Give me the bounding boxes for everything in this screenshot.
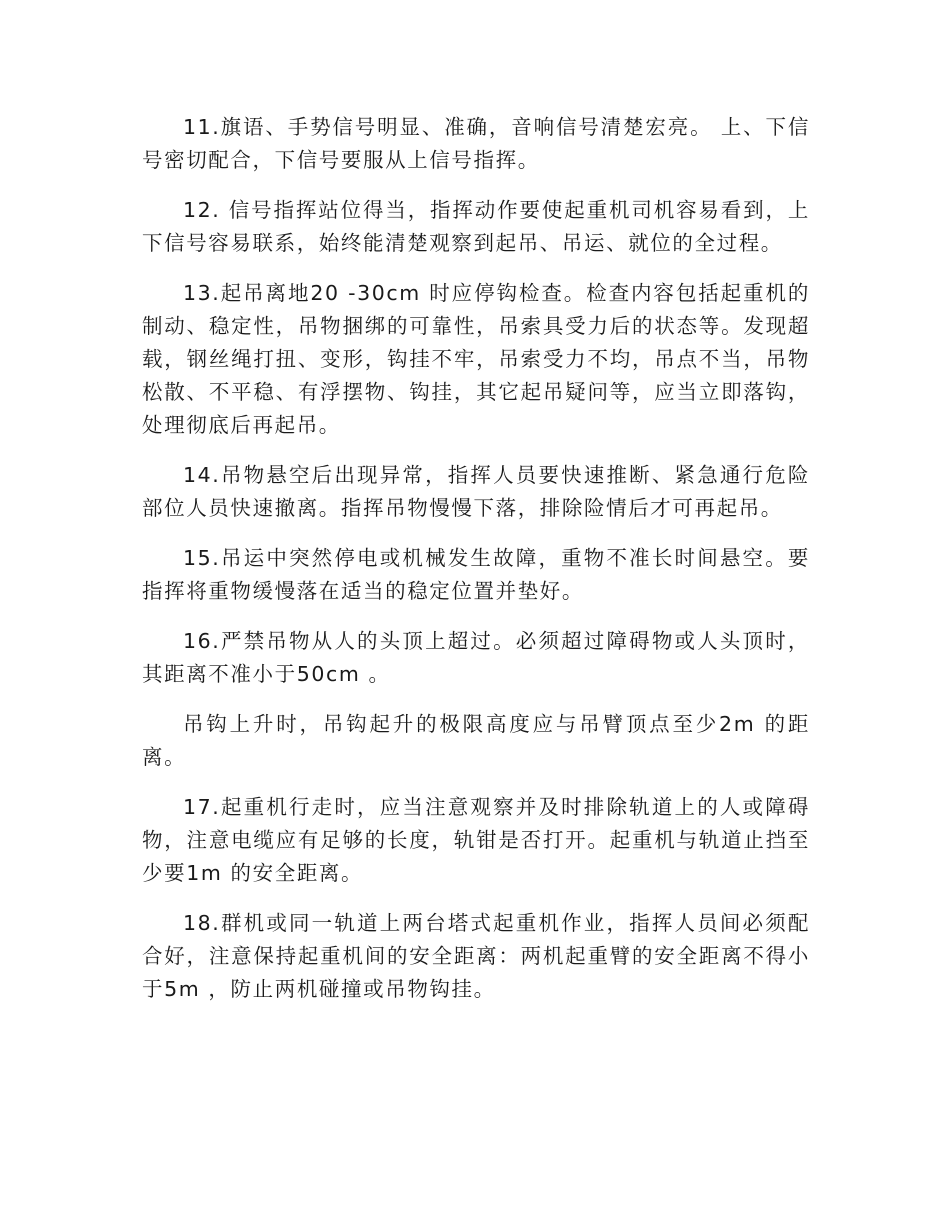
- paragraph-11: 11.旗语、手势信号明显、准确，音响信号清楚宏亮。 上、下信号密切配合，下信号要服从上信号指挥。: [142, 115, 810, 172]
- paragraph-14: 14.吊物悬空后出现异常，指挥人员要快速推断、紧急通行危险部位人员快速撤离。指挥吊物慢慢下落，排除险情后才可再起吊。: [142, 463, 810, 520]
- paragraph-18: 18.群机或同一轨道上两台塔式起重机作业，指挥人员间必须配合好，注意保持起重机间的安全距离：两机起重臂的安全距离不得小于5m ，防止两机碰撞或吊物钩挂。: [142, 911, 810, 1001]
- paragraph-16: 16.严禁吊物从人的头顶上超过。必须超过障碍物或人头顶时，其距离不准小于50cm 。: [142, 629, 810, 686]
- paragraph-13: 13.起吊离地20 -30cm 时应停钩检查。检查内容包括起重机的制动、稳定性，吊物捆绑的可靠性，吊索具受力后的状态等。发现超载，钢丝绳打扭、变形，钩挂不牢，吊索受力不均，吊点不当，吊物松散、不平稳、有浮摆物、钩挂，其它起吊疑问等，应当立即落钩，处理彻底后再起吊。: [142, 281, 810, 437]
- paragraph-15: 15.吊运中突然停电或机械发生故障，重物不准长时间悬空。要指挥将重物缓慢落在适当的稳定位置并垫好。: [142, 546, 810, 603]
- paragraph-hook-height: 吊钩上升时，吊钩起升的极限高度应与吊臂顶点至少2m 的距离。: [142, 712, 810, 769]
- paragraph-17: 17.起重机行走时，应当注意观察并及时排除轨道上的人或障碍物，注意电缆应有足够的长度，轨钳是否打开。起重机与轨道止挡至少要1m 的安全距离。: [142, 795, 810, 885]
- document-body: [142, 111, 810, 1023]
- paragraph-12: 12. 信号指挥站位得当，指挥动作要使起重机司机容易看到，上下信号容易联系，始终能清楚观察到起吊、吊运、就位的全过程。: [142, 198, 810, 255]
